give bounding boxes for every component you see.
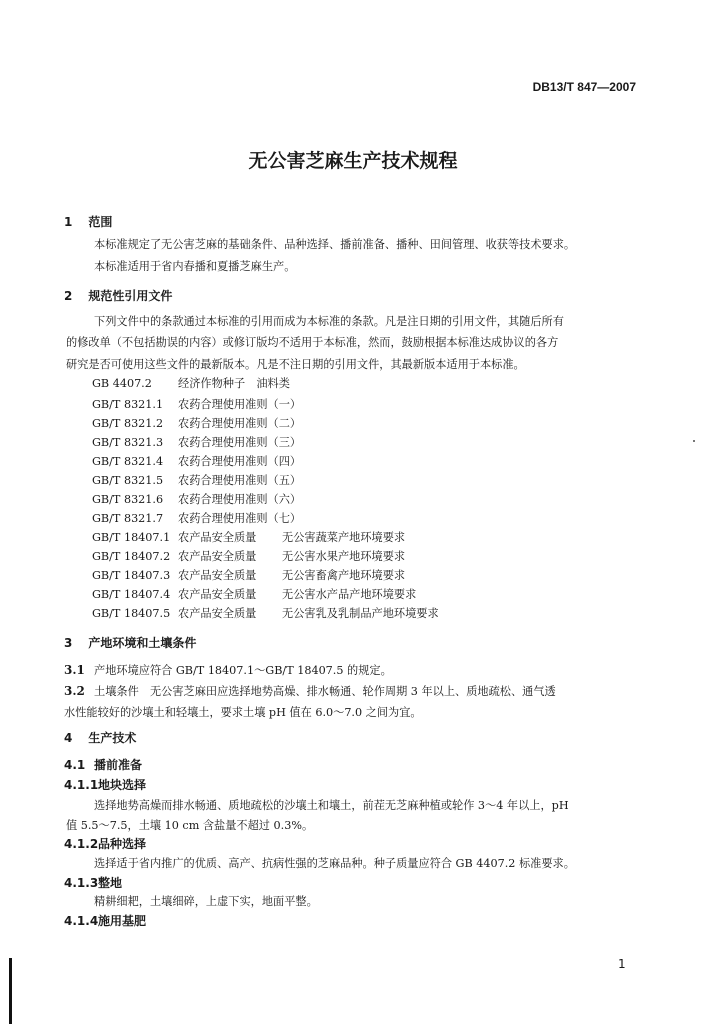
reference-category: 农产品安全质量 (178, 588, 257, 601)
document-title: 无公害芝麻生产技术规程 (248, 150, 458, 172)
paragraph: 研究是否可使用这些文件的最新版本。凡是不注日期的引用文件，其最新版本适用于本标准。 (66, 358, 525, 371)
standard-number: DB13/T 847—2007 (532, 80, 636, 94)
paragraph: 下列文件中的条款通过本标准的引用而成为本标准的条款。凡是注日期的引用文件，其随后所有 (94, 315, 564, 328)
section-number: 2 (64, 289, 73, 303)
reference-category: 农产品安全质量 (178, 550, 257, 563)
reference-item (92, 434, 301, 450)
paragraph: 的修改单（不包括勘误的内容）或修订版均不适用于本标准，然而，鼓励根据本标准达成协议的各方 (66, 336, 559, 349)
reference-item (92, 567, 405, 583)
paragraph: 精耕细耙，土壤细碎，上虚下实，地面平整。 (94, 895, 318, 908)
section-1-heading (64, 213, 112, 230)
paragraph: 本标准适用于省内春播和夏播芝麻生产。 (94, 260, 296, 273)
clause-title: 品种选择 (98, 837, 147, 851)
reference-code: GB/T 18407.5 (92, 607, 171, 620)
scan-edge-mark (9, 958, 12, 1024)
section-title: 范围 (88, 215, 113, 229)
clause-text: 产地环境应符合 GB/T 18407.1～GB/T 18407.5 的规定。 (94, 664, 392, 677)
reference-item (92, 375, 290, 391)
reference-title: 农药合理使用准则（三） (178, 436, 302, 449)
paragraph: 选择地势高燥而排水畅通、质地疏松的沙壤土和壤土，前茬无芝麻种植或轮作 3～4 年以上，pH (94, 799, 569, 812)
section-4-heading (64, 729, 136, 746)
section-title: 规范性引用文件 (88, 289, 173, 303)
reference-title: 无公害水果产地环境要求 (282, 550, 406, 563)
clause-title: 整地 (98, 876, 123, 890)
reference-title: 无公害水产品产地环境要求 (282, 588, 417, 601)
clause-3-2 (64, 683, 556, 699)
reference-title: 无公害畜禽产地环境要求 (282, 569, 406, 582)
reference-title: 农药合理使用准则（一） (178, 398, 302, 411)
page-number: 1 (618, 957, 626, 971)
reference-title: 农药合理使用准则（六） (178, 493, 302, 506)
clause-number: 3.2 (64, 684, 85, 698)
reference-code: GB/T 18407.2 (92, 550, 171, 563)
section-3-heading (64, 634, 196, 651)
reference-code: GB/T 8321.3 (92, 436, 164, 449)
reference-code: GB/T 8321.7 (92, 512, 164, 525)
reference-title: 农药合理使用准则（四） (178, 455, 302, 468)
clause-4-1-3-heading (64, 874, 122, 891)
reference-item (92, 510, 301, 526)
reference-category: 农产品安全质量 (178, 531, 257, 544)
reference-title: 无公害乳及乳制品产地环境要求 (282, 607, 439, 620)
clause-4-1-1-heading (64, 776, 146, 793)
reference-item (92, 396, 301, 412)
section-number: 4 (64, 731, 73, 745)
reference-item (92, 453, 301, 469)
reference-title: 农药合理使用准则（二） (178, 417, 302, 430)
scan-speck (693, 440, 695, 442)
reference-item (92, 472, 301, 488)
clause-title: 施用基肥 (98, 914, 147, 928)
reference-code: GB/T 8321.1 (92, 398, 164, 411)
clause-3-1 (64, 662, 392, 678)
section-number: 3 (64, 636, 73, 650)
reference-title: 农药合理使用准则（五） (178, 474, 302, 487)
reference-code: GB/T 8321.2 (92, 417, 164, 430)
reference-code: GB/T 8321.4 (92, 455, 164, 468)
section-number: 1 (64, 215, 73, 229)
reference-code: GB/T 18407.1 (92, 531, 171, 544)
clause-4-1-2-heading (64, 835, 146, 852)
reference-code: GB/T 8321.6 (92, 493, 164, 506)
paragraph: 值 5.5～7.5，土壤 10 cm 含盐量不超过 0.3%。 (66, 819, 314, 832)
reference-code: GB/T 18407.4 (92, 588, 171, 601)
reference-title: 无公害蔬菜产地环境要求 (282, 531, 406, 544)
reference-item (92, 586, 416, 602)
clause-number: 4.1.1 (64, 778, 99, 792)
section-title: 生产技术 (88, 731, 137, 745)
reference-item (92, 605, 439, 621)
clause-4-1-4-heading (64, 912, 146, 929)
clause-number: 4.1.3 (64, 876, 99, 890)
reference-item (92, 415, 301, 431)
clause-number: 3.1 (64, 663, 85, 677)
reference-code: GB/T 8321.5 (92, 474, 164, 487)
clause-title: 地块选择 (98, 778, 147, 792)
paragraph: 水性能较好的沙壤土和轻壤土，要求土壤 pH 值在 6.0～7.0 之间为宜。 (64, 706, 422, 719)
reference-item (92, 491, 301, 507)
clause-number: 4.1.2 (64, 837, 99, 851)
reference-item (92, 548, 405, 564)
section-title: 产地环境和土壤条件 (88, 636, 197, 650)
clause-number: 4.1 (64, 758, 86, 772)
paragraph: 选择适于省内推广的优质、高产、抗病性强的芝麻品种。种子质量应符合 GB 4407.2 标准要求。 (94, 857, 575, 870)
clause-text: 土壤条件 无公害芝麻田应选择地势高燥、排水畅通、轮作周期 3 年以上、质地疏松、通气透 (94, 685, 556, 698)
reference-code: GB/T 18407.3 (92, 569, 171, 582)
reference-category: 农产品安全质量 (178, 569, 257, 582)
reference-item (92, 529, 405, 545)
reference-code: GB 4407.2 (92, 377, 152, 390)
clause-title: 播前准备 (94, 758, 143, 772)
section-2-heading (64, 287, 172, 304)
reference-category: 农产品安全质量 (178, 607, 257, 620)
clause-number: 4.1.4 (64, 914, 99, 928)
clause-4-1-heading (64, 756, 142, 773)
paragraph: 本标准规定了无公害芝麻的基础条件、品种选择、播前准备、播种、田间管理、收获等技术要求。 (94, 238, 576, 251)
reference-title: 农药合理使用准则（七） (178, 512, 302, 525)
reference-title: 经济作物种子 油料类 (178, 377, 290, 390)
